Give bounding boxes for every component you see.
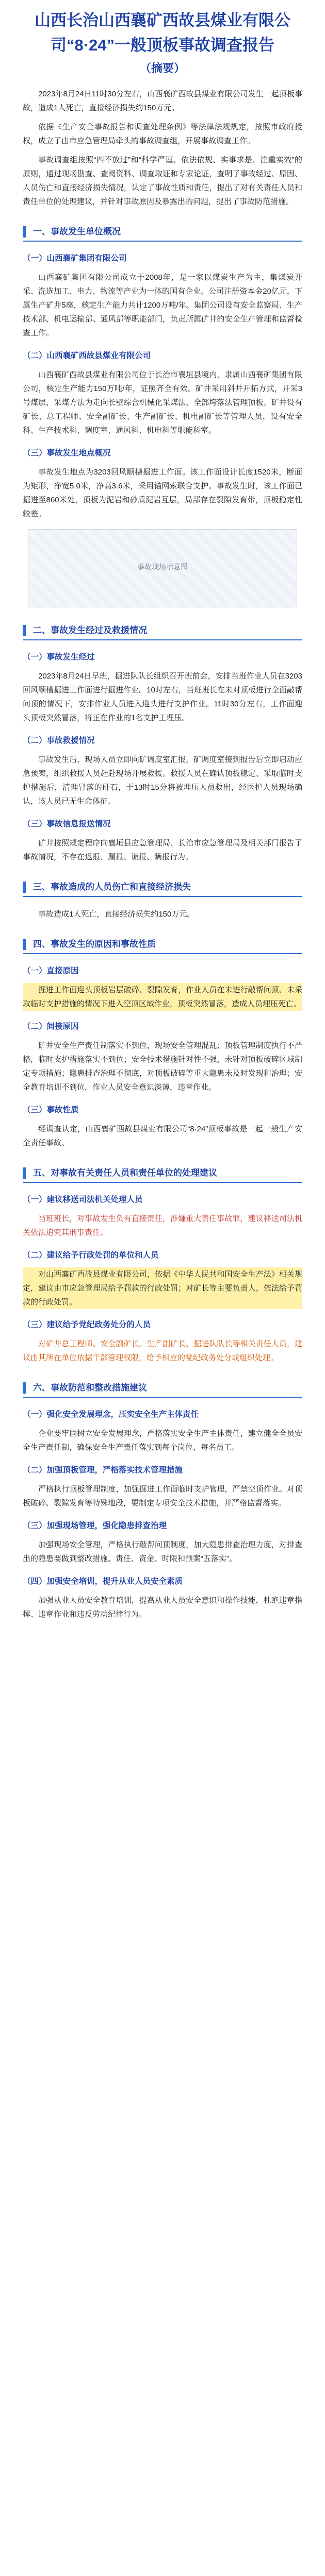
- report-subtitle: （摘要）: [139, 62, 185, 75]
- subsection-title: （三）建议给予党纪政务处分的人员: [23, 1320, 151, 1329]
- section-title: 三、事故造成的人员伤亡和直接经济损失: [33, 882, 191, 892]
- report-title-line1: 山西长治山西襄矿西故县煤业有限公: [35, 11, 290, 29]
- subsection-title: （三）加强现场管理，强化隐患排查治理: [23, 1521, 167, 1530]
- section-header-1: [23, 224, 302, 242]
- body-paragraph-highlighted: 掘进工作面迎头顶板岩层破碎、裂隙发育，作业人员在未进行敲帮问顶、未采取临时支护措施的情况下进入空顶区域作业，顶板突然冒落，造成人员埋压死亡。: [23, 983, 302, 1011]
- body-paragraph: 严格执行顶板管理制度，加强掘进工作面临时支护管理，严禁空顶作业。对顶板破碎、裂隙发育等特殊地段，要制定专项安全技术措施，并严格监督落实。: [23, 1485, 302, 1507]
- body-paragraph: 山西襄矿集团有限公司成立于2008年，是一家以煤炭生产为主，集煤炭开采、洗选加工、电力、物流等产业为一体的国有企业。公司注册资本金20亿元，下属生产矿井5座，核定生产能力共计1200万吨/年。集团公司设有安全监察局、生产技术部、机电运输部、通风部等职能部门，负责所属矿井的安全生产管理和监督检查工作。: [23, 273, 302, 337]
- section-header-5: [23, 1165, 302, 1183]
- body-paragraph: 2023年8月24日早班，掘进队队长组织召开班前会，安排当班作业人员在3203回风顺槽掘进工作面进行掘进作业。10时左右，当班班长在未对顶板进行全面敲帮问顶的情况下，安排作业人员进入迎头进行支护作业。11时30分左右，工作面迎头顶板突然冒落，将正在作业的1名支护工埋压。: [23, 672, 302, 722]
- body-paragraph: 事故发生地点为3203回风顺槽掘进工作面。该工作面设计长度1520米，断面为矩形，净宽5.0米，净高3.6米，采用锚网索联合支护。事故发生时，该工作面已掘进至860米处，顶板为泥岩和砂质泥岩互层，局部存在裂隙发育带，顶板稳定性较差。: [23, 468, 302, 518]
- body-paragraph-highlighted: 对山西襄矿西故县煤业有限公司，依据《中华人民共和国安全生产法》相关规定，建议由市应急管理局给予罚款的行政处罚；对矿长等主要负责人，依法给予罚款的行政处罚。: [23, 1267, 302, 1309]
- subsection-title: （三）事故发生地点概况: [23, 449, 111, 457]
- section-title: 四、事故发生的原因和事故性质: [33, 939, 156, 949]
- subsection-title: （一）事故发生经过: [23, 653, 95, 662]
- body-paragraph: 企业要牢固树立安全发展理念，严格落实安全生产主体责任，建立健全全员安全生产责任制，确保安全生产责任落实到每个岗位、每名员工。: [23, 1429, 302, 1452]
- intro-paragraph-3: 事故调查组按照“四不放过”和“科学严谨、依法依规、实事求是、注重实效”的原则，通过现场勘查、查阅资料、调查取证和专家论证，查明了事故经过、原因、人员伤亡和直接经济损失情况，认定了事故性质和责任，提出了对有关责任人员和责任单位的处理建议，并针对事故原因及暴露出的问题，提出了事故防范措施。: [23, 156, 302, 206]
- body-paragraph: 加强从业人员安全教育培训，提高从业人员安全意识和操作技能，杜绝违章指挥、违章作业和违反劳动纪律行为。: [23, 1596, 302, 1619]
- body-paragraph: 山西襄矿西故县煤业有限公司位于长治市襄垣县境内，隶属山西襄矿集团有限公司，核定生产能力150万吨/年，证照齐全有效。矿井采用斜井开拓方式，开采3号煤层，采煤方法为走向长壁综合机械化采煤法，全部垮落法管理顶板。矿井设有矿长、总工程师、安全副矿长、生产副矿长、机电副矿长等管理人员，设有安全科、生产技术科、调度室、通风科、机电科等职能科室。: [23, 370, 302, 435]
- subsection-title: （二）建议给予行政处罚的单位和人员: [23, 1251, 159, 1260]
- section-title: 五、对事故有关责任人员和责任单位的处理建议: [33, 1168, 217, 1178]
- subsection-title: （二）山西襄矿西故县煤业有限公司: [23, 351, 151, 360]
- section-header-2: [23, 623, 302, 640]
- subsection-title: （三）事故信息报送情况: [23, 820, 111, 828]
- body-paragraph: 事故造成1人死亡，直接经济损失约150万元。: [38, 910, 195, 919]
- body-paragraph-red: 当班班长，对事故发生负有直接责任，涉嫌重大责任事故罪，建议移送司法机关依法追究其刑事责任。: [23, 1214, 302, 1237]
- body-paragraph: 事故发生后，现场人员立即向矿调度室汇报，矿调度室接到报告后立即启动应急预案，组织救援人员赶赴现场开展救援。救援人员在确认顶板稳定、采取临时支护措施后，清理冒落的矸石，于13时15分将被埋压人员救出，经医护人员现场确认，该人员已无生命体征。: [23, 755, 302, 806]
- image-caption: 事故现场示意图: [137, 563, 188, 571]
- accident-diagram-image: [28, 529, 297, 607]
- section-header-3: [23, 879, 302, 897]
- subsection-title: （四）加强安全培训，提升从业人员安全素质: [23, 1577, 183, 1586]
- subsection-title: （三）事故性质: [23, 1106, 79, 1114]
- body-paragraph: 矿井按照规定程序向襄垣县应急管理局、长治市应急管理局及相关部门报告了事故情况，不存在迟报、漏报、谎报、瞒报行为。: [23, 839, 302, 861]
- intro-paragraph-2: 依据《生产安全事故报告和调查处理条例》等法律法规规定，按照市政府授权，成立了由市应急管理局牵头的事故调查组，开展事故调查工作。: [23, 123, 302, 145]
- section-header-4: [23, 937, 302, 954]
- subsection-title: （二）间接原因: [23, 1022, 79, 1031]
- subsection-title: （二）加强顶板管理，严格落实技术管理措施: [23, 1466, 183, 1475]
- subsection-title: （一）强化安全发展理念，压实安全生产主体责任: [23, 1410, 199, 1419]
- subsection-title: （一）山西襄矿集团有限公司: [23, 254, 127, 263]
- section-title: 二、事故发生经过及救援情况: [33, 625, 147, 635]
- section-title: 一、事故发生单位概况: [33, 227, 121, 236]
- body-paragraph: 加强现场安全管理，严格执行敲帮问顶制度，加大隐患排查治理力度，对排查出的隐患要做到整改措施、责任、资金、时限和预案“五落实”。: [23, 1540, 302, 1563]
- body-paragraph: 矿井安全生产责任制落实不到位，现场安全管理混乱；顶板管理制度执行不严格，临时支护措施落实不到位；安全技术措施针对性不强，未针对顶板破碎区域制定专项措施；隐患排查治理不彻底，对顶板破碎等重大隐患未及时发现和治理；安全教育培训不到位，作业人员安全意识淡薄，违章作业。: [23, 1041, 302, 1092]
- section-title: 六、事故防范和整改措施建议: [33, 1383, 147, 1393]
- subsection-title: （二）事故救援情况: [23, 736, 95, 745]
- body-paragraph: 经调查认定，山西襄矿西故县煤业有限公司“8·24”顶板事故是一起一般生产安全责任事故。: [23, 1125, 302, 1147]
- intro-paragraph-1: 2023年8月24日11时30分左右，山西襄矿西故县煤业有限公司发生一起顶板事故，造成1人死亡，直接经济损失约150万元。: [23, 90, 302, 112]
- subsection-title: （一）直接原因: [23, 967, 79, 975]
- report-title-line2: 司“8·24”一般顶板事故调查报告: [50, 36, 275, 54]
- subsection-title: （一）建议移送司法机关处理人员: [23, 1195, 143, 1204]
- section-header-6: [23, 1380, 302, 1398]
- body-paragraph-orange: 对矿井总工程师、安全副矿长、生产副矿长、掘进队队长等相关责任人员，建议由其所在单位依据干部管理权限，给予相应的党纪政务处分或组织处理。: [23, 1340, 302, 1362]
